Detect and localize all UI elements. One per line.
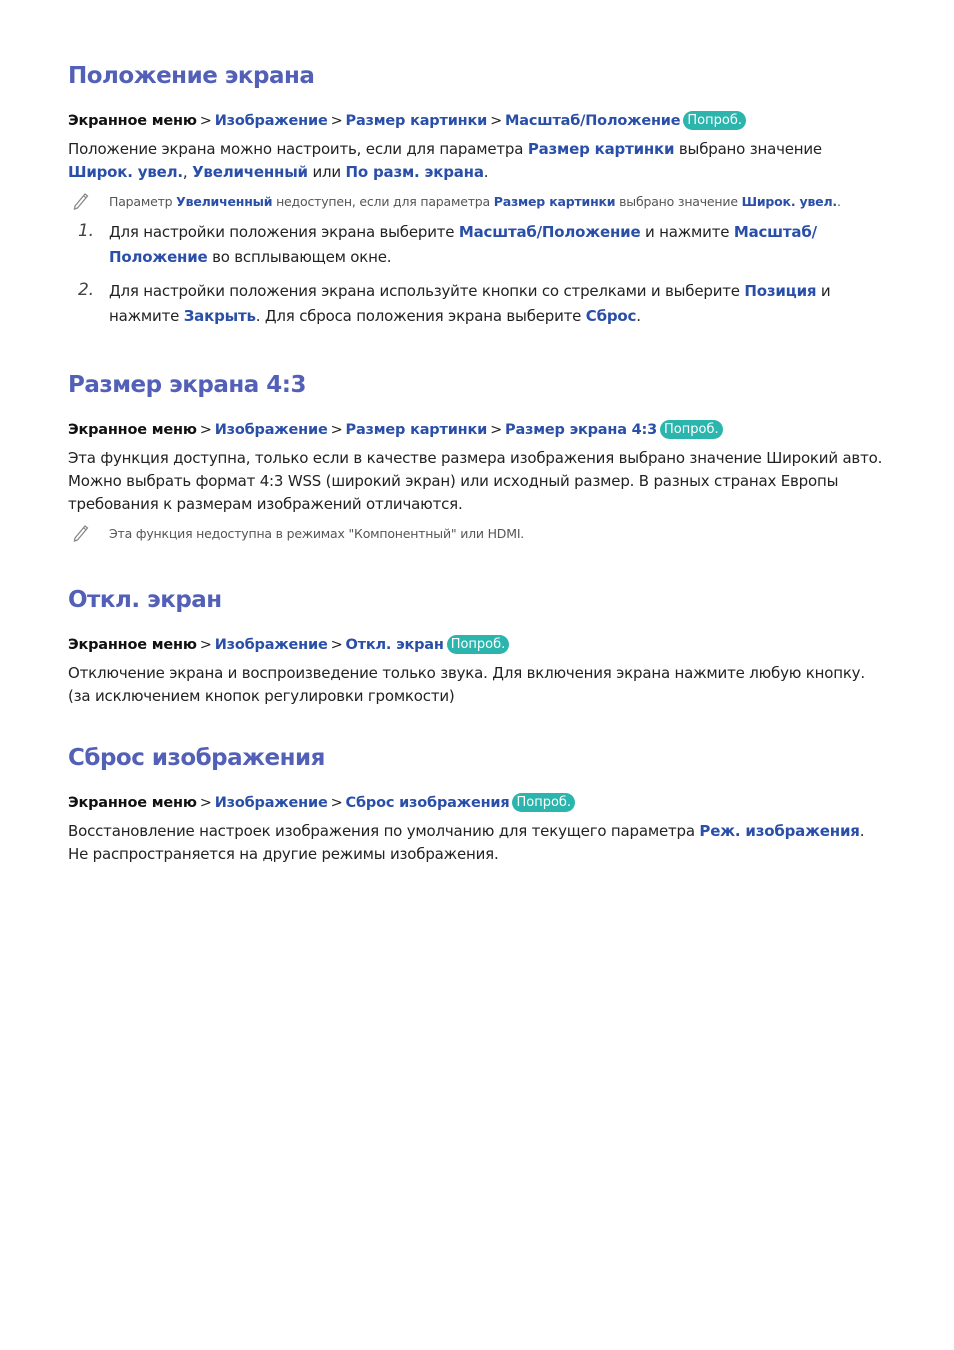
note-text: Эта функция недоступна в режимах "Компонентный" или HDMI. — [109, 526, 525, 541]
note-text-part: выбрано значение — [615, 194, 742, 209]
option-link: Масштаб/Положение — [109, 223, 817, 266]
option-link: Размер картинки — [527, 140, 675, 158]
path-separator: > — [199, 113, 212, 129]
menu-path — [68, 793, 575, 812]
path-separator: > — [199, 637, 212, 653]
section-title-screen-off: Откл. экран — [68, 587, 222, 613]
body-text: Положение экрана можно настроить, если для параметра — [68, 140, 528, 158]
path-link-picture-size[interactable]: Размер картинки — [345, 422, 488, 438]
body-text: , — [182, 163, 193, 181]
path-link-picture[interactable]: Изображение — [214, 422, 328, 438]
note-text-part: Параметр — [109, 194, 177, 209]
path-link-picture[interactable]: Изображение — [214, 795, 328, 811]
try-now-button[interactable]: Попроб. — [660, 420, 723, 439]
path-link-picture-size[interactable]: Размер картинки — [345, 113, 488, 129]
option-link: Широк. увел. — [68, 163, 183, 181]
path-separator: > — [330, 113, 343, 129]
option-link: Реж. изображения — [699, 822, 860, 840]
option-link: Увеличенный — [176, 194, 273, 209]
path-separator: > — [490, 422, 503, 438]
path-link-picture-reset[interactable]: Сброс изображения — [345, 795, 510, 811]
step-text-part: Для настройки положения экрана выберите — [109, 223, 459, 241]
try-now-button[interactable]: Попроб. — [512, 793, 575, 812]
option-link: Размер картинки — [493, 194, 616, 209]
option-link: По разм. экрана — [345, 163, 484, 181]
menu-path — [68, 111, 746, 130]
option-link: Сброс — [585, 307, 637, 325]
section-title-screen-position: Положение экрана — [68, 63, 315, 89]
body-text: или — [307, 163, 346, 181]
step-text-part: во всплывающем окне. — [207, 248, 392, 266]
menu-path-root: Экранное меню — [68, 113, 197, 129]
body-text: . Не распространяется на другие режимы изображения. — [68, 822, 865, 863]
path-link-picture[interactable]: Изображение — [214, 113, 328, 129]
option-link: Широк. увел. — [741, 194, 837, 209]
section-body: Эта функция доступна, только если в качестве размера изображения выбрано значение Широкий авто. Можно выбрать формат 4:3 WSS (широкий экран) или исходный размер. В разных странах Европы требования к размерам изображений отличаются. — [68, 449, 883, 513]
path-separator: > — [490, 113, 503, 129]
step-text — [109, 220, 889, 270]
step-text — [109, 279, 889, 329]
note-text-part: недоступен, если для параметра — [272, 194, 494, 209]
menu-path-root: Экранное меню — [68, 637, 197, 653]
pencil-icon — [72, 523, 90, 543]
step-text-part: . Для сброса положения экрана выберите — [255, 307, 586, 325]
option-link: Позиция — [744, 282, 817, 300]
step-text-part: и нажмите — [640, 223, 734, 241]
section-body — [68, 820, 888, 866]
step-text-part: и нажмите — [109, 282, 831, 325]
pencil-icon — [72, 191, 90, 211]
path-link-screen-size-4-3[interactable]: Размер экрана 4:3 — [505, 422, 658, 438]
section-body — [68, 138, 888, 184]
note-text-part: . — [836, 194, 841, 209]
menu-path-root: Экранное меню — [68, 795, 197, 811]
section-title-picture-reset: Сброс изображения — [68, 745, 325, 771]
path-link-screen-off[interactable]: Откл. экран — [345, 637, 444, 653]
path-separator: > — [330, 637, 343, 653]
option-link: Увеличенный — [192, 163, 308, 181]
try-now-button[interactable]: Попроб. — [683, 111, 746, 130]
section-body: Отключение экрана и воспроизведение только звука. Для включения экрана нажмите любую кнопку. (за исключением кнопок регулировки громкости) — [68, 664, 865, 705]
option-link: Закрыть — [183, 307, 256, 325]
step-text-part: . — [636, 307, 641, 325]
menu-path — [68, 635, 509, 654]
try-now-button[interactable]: Попроб. — [447, 635, 510, 654]
step-number: 2. — [78, 280, 94, 300]
menu-path-root: Экранное меню — [68, 422, 197, 438]
section-title-screen-size-4-3: Размер экрана 4:3 — [68, 372, 306, 398]
menu-path — [68, 420, 723, 439]
body-text: выбрано значение — [674, 140, 822, 158]
path-separator: > — [330, 422, 343, 438]
step-number: 1. — [78, 221, 94, 241]
path-link-zoom-position[interactable]: Масштаб/Положение — [505, 113, 681, 129]
option-link: Масштаб/Положение — [458, 223, 641, 241]
step-text-part: Для настройки положения экрана используйте кнопки со стрелками и выберите — [109, 282, 745, 300]
note-text — [109, 193, 889, 211]
path-link-picture[interactable]: Изображение — [214, 637, 328, 653]
path-separator: > — [330, 795, 343, 811]
body-text: Восстановление настроек изображения по умолчанию для текущего параметра — [68, 822, 700, 840]
path-separator: > — [199, 795, 212, 811]
body-text: . — [483, 163, 489, 181]
path-separator: > — [199, 422, 212, 438]
